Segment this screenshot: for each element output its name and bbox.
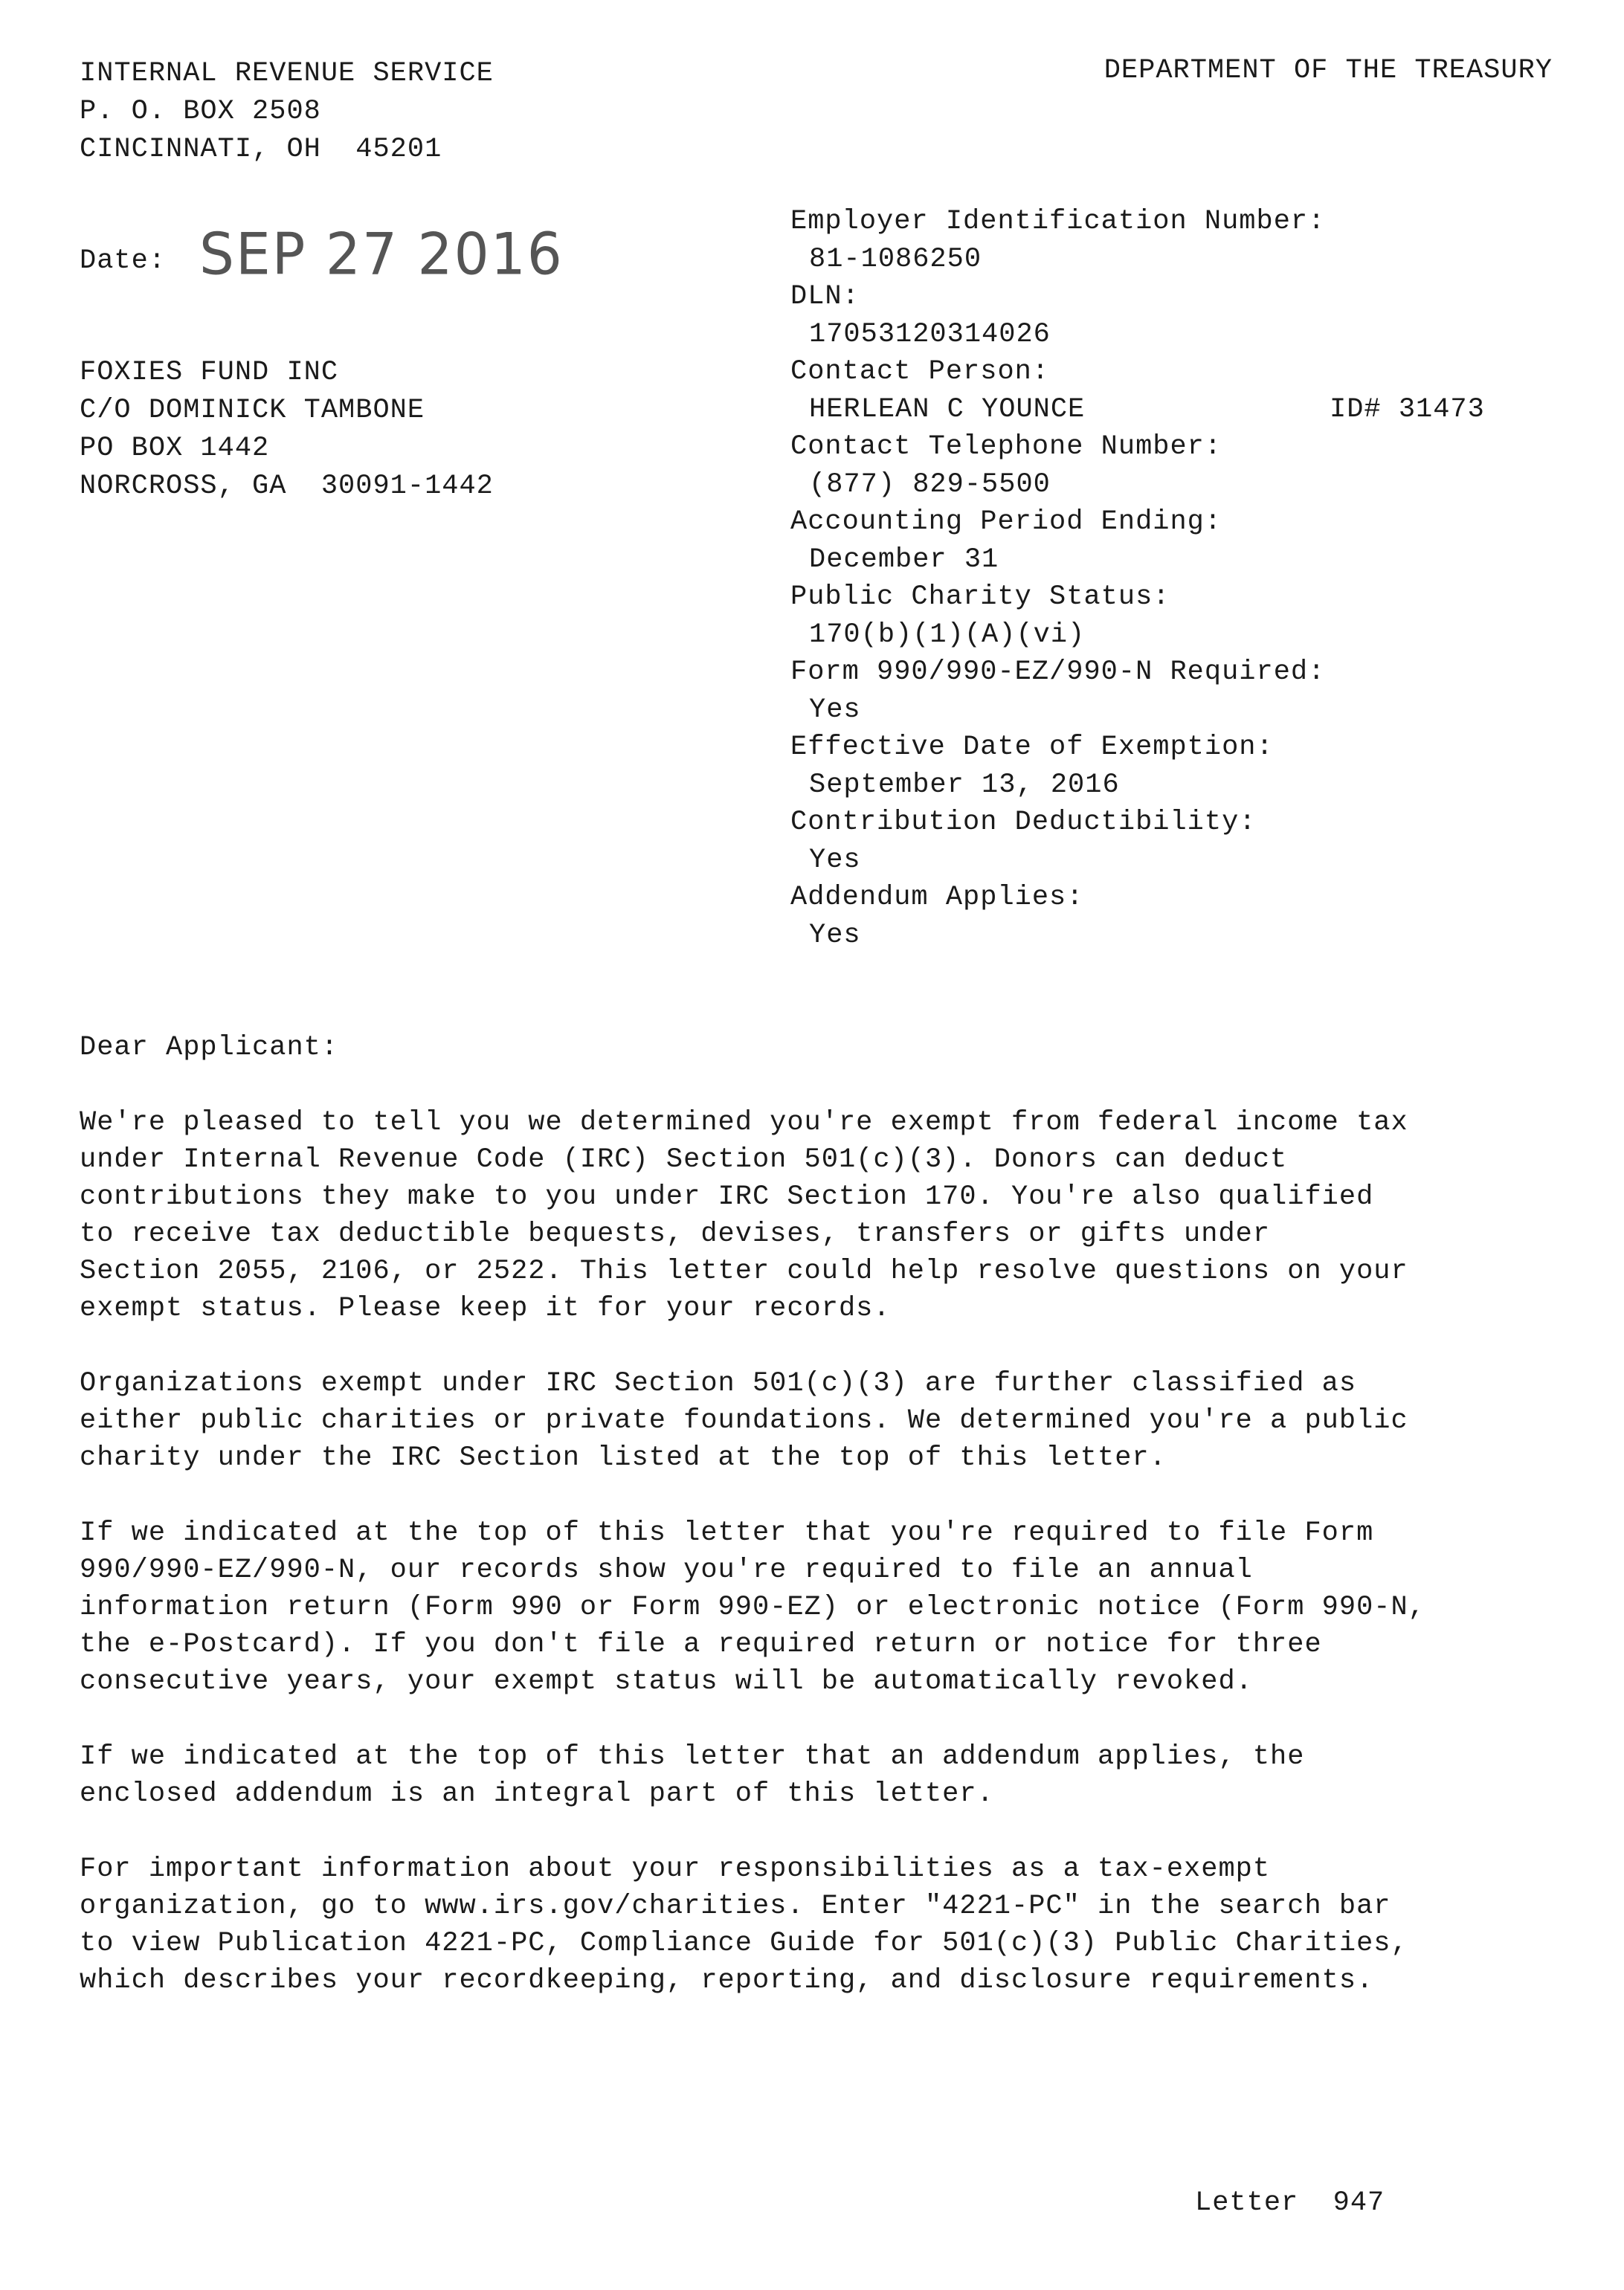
letter-number: Letter 947	[1195, 2187, 1385, 2219]
addendum-label: Addendum Applies:	[790, 882, 1084, 913]
period-label: Accounting Period Ending:	[790, 506, 1222, 538]
paragraph-5-line: For important information about your responsibilities as a tax-exempt	[80, 1854, 1271, 1885]
paragraph-1-line: to receive tax deductible bequests, devises, transfers or gifts under	[80, 1219, 1271, 1250]
department-heading: DEPARTMENT OF THE TREASURY	[1103, 55, 1553, 86]
salutation: Dear Applicant:	[80, 1032, 339, 1063]
addressee-line-1: FOXIES FUND INC	[80, 357, 339, 388]
deductibility-label: Contribution Deductibility:	[790, 807, 1257, 838]
paragraph-3-line: If we indicated at the top of this letter that you're required to file Form	[80, 1517, 1374, 1549]
addressee-line-4: NORCROSS, GA 30091-1442	[80, 471, 494, 502]
paragraph-4-line: enclosed addendum is an integral part of this letter.	[80, 1778, 994, 1810]
ein-value: 81-1086250	[809, 244, 982, 275]
addressee-line-3: PO BOX 1442	[80, 433, 270, 464]
paragraph-5-line: to view Publication 4221-PC, Compliance Guide for 501(c)(3) Public Charities,	[80, 1928, 1408, 1959]
paragraph-2-line: charity under the IRC Section listed at the top of this letter.	[80, 1442, 1167, 1474]
sender-line-3: CINCINNATI, OH 45201	[80, 134, 442, 165]
paragraph-1-line: Section 2055, 2106, or 2522. This letter could help resolve questions on your	[80, 1256, 1408, 1287]
date-label: Date:	[80, 245, 167, 277]
paragraph-3-line: the e-Postcard). If you don't file a required return or notice for three	[80, 1629, 1322, 1660]
paragraph-2-line: either public charities or private foundations. We determined you're a public	[80, 1405, 1408, 1436]
dln-label: DLN:	[790, 281, 860, 312]
paragraph-3-line: information return (Form 990 or Form 990-EZ) or electronic notice (Form 990-N,	[80, 1592, 1425, 1623]
paragraph-5-line: which describes your recordkeeping, reporting, and disclosure requirements.	[80, 1965, 1374, 1996]
paragraph-2-line: Organizations exempt under IRC Section 501(c)(3) are further classified as	[80, 1368, 1357, 1399]
charity-status-label: Public Charity Status:	[790, 581, 1170, 613]
charity-status-value: 170(b)(1)(A)(vi)	[809, 619, 1086, 651]
paragraph-1-line: We're pleased to tell you we determined you're exempt from federal income tax	[80, 1107, 1408, 1138]
date-stamp: SEP 27 2016	[199, 220, 564, 288]
paragraph-3-line: 990/990-EZ/990-N, our records show you're required to file an annual	[80, 1555, 1253, 1586]
sender-line-2: P. O. BOX 2508	[80, 96, 321, 127]
paragraph-1-line: contributions they make to you under IRC Section 170. You're also qualified	[80, 1181, 1374, 1213]
dln-value: 17053120314026	[809, 319, 1051, 350]
phone-label: Contact Telephone Number:	[790, 431, 1222, 462]
form-required-label: Form 990/990-EZ/990-N Required:	[790, 657, 1326, 688]
paragraph-3-line: consecutive years, your exempt status will be automatically revoked.	[80, 1666, 1253, 1697]
form-required-value: Yes	[809, 694, 861, 726]
paragraph-1-line: under Internal Revenue Code (IRC) Section 501(c)(3). Donors can deduct	[80, 1144, 1288, 1175]
sender-line-1: INTERNAL REVENUE SERVICE	[80, 58, 494, 89]
addressee-line-2: C/O DOMINICK TAMBONE	[80, 395, 425, 426]
ein-label: Employer Identification Number:	[790, 206, 1326, 237]
contact-label: Contact Person:	[790, 356, 1050, 387]
deductibility-value: Yes	[809, 845, 861, 876]
addendum-value: Yes	[809, 920, 861, 951]
effective-date-value: September 13, 2016	[809, 770, 1120, 801]
paragraph-4-line: If we indicated at the top of this letter that an addendum applies, the	[80, 1741, 1305, 1773]
contact-id: ID# 31473	[1330, 394, 1485, 425]
effective-date-label: Effective Date of Exemption:	[790, 732, 1274, 763]
phone-value: (877) 829-5500	[809, 469, 1051, 500]
paragraph-5-line: organization, go to www.irs.gov/charities. Enter "4221-PC" in the search bar	[80, 1891, 1391, 1922]
period-value: December 31	[809, 544, 999, 575]
paragraph-1-line: exempt status. Please keep it for your records.	[80, 1293, 891, 1324]
contact-value: HERLEAN C YOUNCE	[809, 394, 1086, 425]
